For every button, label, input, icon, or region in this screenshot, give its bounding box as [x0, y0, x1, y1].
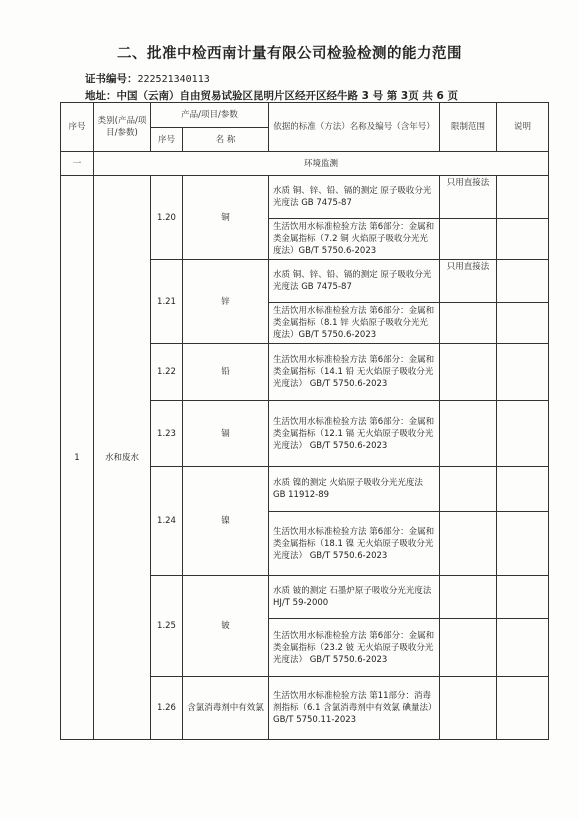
- header-seq: 序号: [61, 103, 94, 152]
- cert-value: 222521340113: [137, 74, 210, 85]
- category-name: 水和废水: [94, 176, 151, 740]
- method-standard: 水质 镍的测定 火焰原子吸收分光光度法 GB 11912-89: [269, 467, 440, 512]
- item-number: 1.22: [151, 344, 183, 401]
- method-standard: 生活饮用水标准检验方法 第6部分：金属和类金属指标（23.2 铍 无火焰原子吸收分光光度法） GB/T 5750.6-2023: [269, 619, 440, 677]
- method-limit: [440, 467, 497, 512]
- item-name: 铍: [183, 576, 269, 677]
- header-limit: 限制范围: [440, 103, 497, 152]
- method-remark: [497, 344, 549, 401]
- method-limit: [440, 401, 497, 467]
- item-number: 1.23: [151, 401, 183, 467]
- method-limit: [440, 303, 497, 344]
- method-limit: [440, 576, 497, 619]
- item-number: 1.20: [151, 176, 183, 260]
- header-sub-seq: 序号: [151, 128, 183, 152]
- item-name: 锌: [183, 260, 269, 344]
- method-remark: [497, 219, 549, 260]
- header-product-group: 产品/项目/参数: [151, 103, 269, 128]
- capability-table: [60, 102, 549, 740]
- method-standard: 水质 铍的测定 石墨炉原子吸收分光光度法 HJ/T 59-2000: [269, 576, 440, 619]
- section-name: 环境监测: [94, 152, 549, 176]
- header-remark: 说明: [497, 103, 549, 152]
- item-number: 1.24: [151, 467, 183, 576]
- item-name: 镍: [183, 467, 269, 576]
- item-name: 铜: [183, 176, 269, 260]
- item-name: 铅: [183, 344, 269, 401]
- method-standard: 生活饮用水标准检验方法 第6部分：金属和类金属指标（8.1 锌 火焰原子吸收分光光度法）GB/T 5750.6-2023: [269, 303, 440, 344]
- item-number: 1.25: [151, 576, 183, 677]
- method-limit: [440, 219, 497, 260]
- method-standard: 生活饮用水标准检验方法 第6部分：金属和类金属指标（14.1 铅 无火焰原子吸收分光光度法） GB/T 5750.6-2023: [269, 344, 440, 401]
- category-seq: 1: [61, 176, 94, 740]
- method-limit: 只用直接法: [440, 260, 497, 303]
- cert-label: 证书编号：: [85, 73, 138, 85]
- header-category: 类别(产品/项目/参数): [94, 103, 151, 152]
- method-remark: [497, 401, 549, 467]
- method-remark: [497, 512, 549, 576]
- table-row: [61, 176, 549, 219]
- section-seq: 一: [61, 152, 94, 176]
- method-remark: [497, 303, 549, 344]
- header-standard: 依据的标准（方法）名称及编号（含年号）: [269, 103, 440, 152]
- header-name: 名 称: [183, 128, 269, 152]
- method-remark: [497, 260, 549, 303]
- method-remark: [497, 677, 549, 740]
- method-remark: [497, 619, 549, 677]
- item-name: 含氯消毒剂中有效氯: [183, 677, 269, 740]
- method-remark: [497, 467, 549, 512]
- method-standard: 生活饮用水标准检验方法 第6部分：金属和类金属指标（7.2 铜 火焰原子吸收分光光度法）GB/T 5750.6-2023: [269, 219, 440, 260]
- method-remark: [497, 576, 549, 619]
- item-name: 镉: [183, 401, 269, 467]
- certificate-number: [85, 71, 210, 86]
- method-limit: [440, 677, 497, 740]
- item-number: 1.26: [151, 677, 183, 740]
- page-title: 二、批准中检西南计量有限公司检验检测的能力范围: [117, 46, 462, 62]
- method-standard: 水质 铜、锌、铅、镉的测定 原子吸收分光光度法 GB 7475-87: [269, 176, 440, 219]
- method-limit: [440, 344, 497, 401]
- address-line: 地址：中国（云南）自由贸易试验区昆明片区经开区经牛路 3 号 第 3页 共 6 页: [85, 90, 459, 102]
- method-standard: 生活饮用水标准检验方法 第11部分：消毒剂指标（6.1 含氯消毒剂中有效氯 碘量法）GB/T 5750.11-2023: [269, 677, 440, 740]
- method-limit: [440, 512, 497, 576]
- method-limit: 只用直接法: [440, 176, 497, 219]
- method-standard: 生活饮用水标准检验方法 第6部分：金属和类金属指标（12.1 镉 无火焰原子吸收分光光度法） GB/T 5750.6-2023: [269, 401, 440, 467]
- method-standard: 水质 铜、锌、铅、镉的测定 原子吸收分光光度法 GB 7475-87: [269, 260, 440, 303]
- method-limit: [440, 619, 497, 677]
- item-number: 1.21: [151, 260, 183, 344]
- method-standard: 生活饮用水标准检验方法 第6部分：金属和类金属指标（18.1 镍 无火焰原子吸收分光光度法） GB/T 5750.6-2023: [269, 512, 440, 576]
- method-remark: [497, 176, 549, 219]
